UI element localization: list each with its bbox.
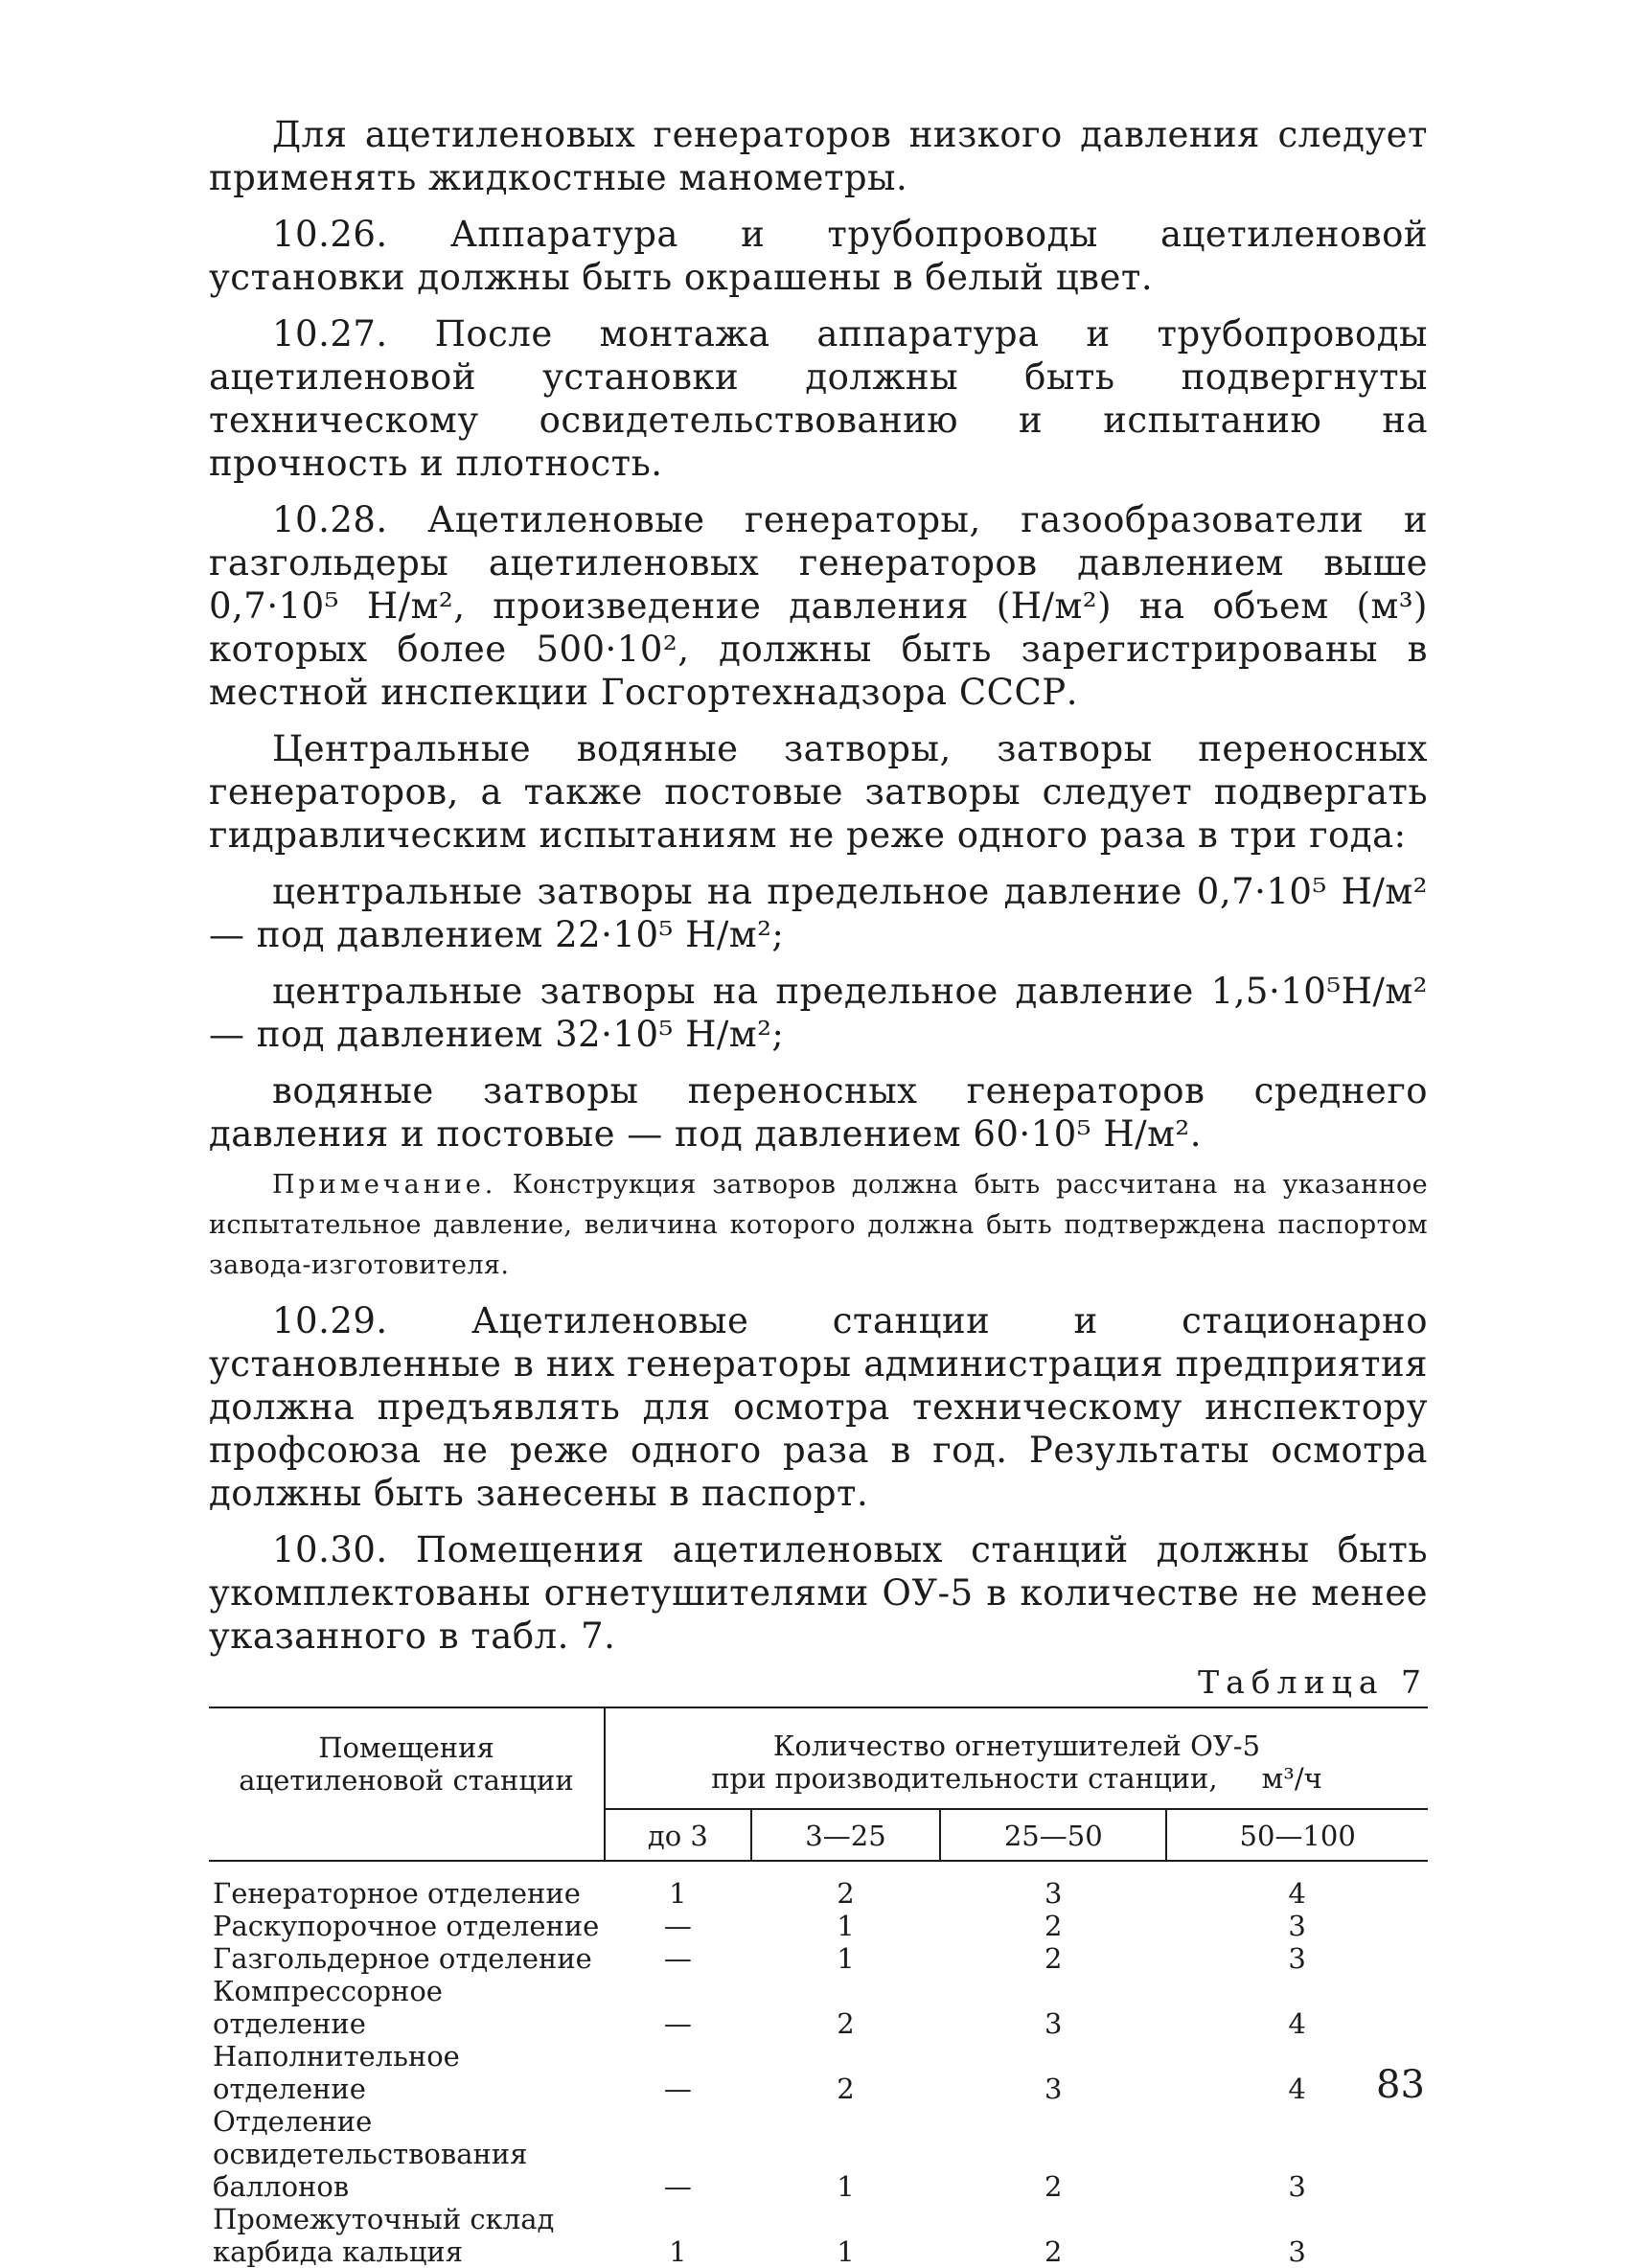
table-row — [209, 2203, 1428, 2268]
table-caption: Таблица 7 — [1198, 1663, 1428, 1701]
value-cell: — — [663, 1910, 692, 1942]
paragraph-water-seals: Центральные водяные затворы, затворы переносных генераторов, а также постовые затворы следует подвергать гидравлическим испытаниям не реже одного раза в три года: — [209, 728, 1428, 856]
value-cell: 2 — [837, 1877, 855, 1910]
header-group-line1: Количество огнетушителей ОУ-5 — [772, 1730, 1261, 1762]
table-header-row — [209, 1707, 1428, 1809]
extinguishers-table — [209, 1707, 1428, 2268]
value-cell: 3 — [1045, 2007, 1063, 2040]
value-cell: 1 — [669, 1877, 687, 1910]
value-cell: — — [663, 2170, 692, 2203]
value-cell: — — [663, 1942, 692, 1975]
value-cell: 4 — [1288, 1877, 1306, 1910]
room-cell: Промежуточный склад карбида кальция — [213, 2203, 555, 2268]
header-group — [605, 1707, 1428, 1809]
paragraph-central-seals-1: центральные затворы на предельное давление 0,7·10⁵ Н/м² — под давлением 22·10⁵ Н/м²; — [209, 871, 1428, 955]
column-header: 25—50 — [940, 1809, 1166, 1861]
value-cell: 2 — [837, 2073, 855, 2105]
note — [209, 1165, 1428, 1286]
table-row — [209, 2040, 1428, 2105]
paragraph-10-28: 10.28. Ацетиленовые генераторы, газообразователи и газгольдеры ацетиленовых генераторов давлением выше 0,7·10⁵ Н/м², произведение давления (Н/м²) на объем (м³) которых более 500·10², должны быть зарегистрированы в местной инспекции Госгортехнадзора СССР. — [209, 499, 1428, 713]
value-cell: 2 — [1045, 1910, 1063, 1942]
value-cell: 1 — [669, 2235, 687, 2268]
value-cell: 1 — [837, 2235, 855, 2268]
room-cell: Раскупорочное отделение — [213, 1910, 600, 1942]
paragraph-portable-seals: водяные затворы переносных генераторов среднего давления и постовые — под давлением 60·10⁵ Н/м². — [209, 1070, 1428, 1155]
value-cell: 1 — [837, 1910, 855, 1942]
table-row — [209, 1910, 1428, 1942]
value-cell: 2 — [1045, 2170, 1063, 2203]
value-cell: 1 — [837, 2170, 855, 2203]
page-content — [209, 113, 1428, 2268]
value-cell: 4 — [1288, 2007, 1306, 2040]
value-cell: 2 — [1045, 1942, 1063, 1975]
header-room: Помещения ацетиленовой станции — [209, 1707, 605, 1861]
value-cell: 3 — [1288, 2235, 1306, 2268]
room-cell: Газгольдерное отделение — [213, 1942, 592, 1975]
header-unit: м³/ч — [1261, 1762, 1322, 1795]
value-cell: 3 — [1288, 1942, 1306, 1975]
value-cell: 2 — [1045, 2235, 1063, 2268]
value-cell: — — [663, 2007, 692, 2040]
header-group-line2: при производительности станции, — [711, 1762, 1218, 1795]
value-cell: 3 — [1288, 1910, 1306, 1942]
value-cell: 2 — [837, 2007, 855, 2040]
value-cell: 1 — [837, 1942, 855, 1975]
value-cell: 3 — [1288, 2170, 1306, 2203]
paragraph-10-26: 10.26. Аппаратура и трубопроводы ацетиленовой установки должны быть окрашены в белый цвет. — [209, 214, 1428, 298]
room-cell: Компрессорное отделение — [213, 1975, 443, 2040]
room-cell: Наполнительное отделение — [213, 2040, 460, 2105]
room-cell: Генераторное отделение — [213, 1877, 581, 1910]
value-cell: 3 — [1045, 1877, 1063, 1910]
paragraph-10-29: 10.29. Ацетиленовые станции и стационарно установленные в них генераторы администрация предприятия должна предъявлять для осмотра техническому инспектору профсоюза не реже одного раза в год. Результаты осмотра должны быть занесены в паспорт. — [209, 1300, 1428, 1514]
table-row — [209, 1975, 1428, 2040]
paragraph-central-seals-2: центральные затворы на предельное давление 1,5·10⁵Н/м² — под давлением 32·10⁵ Н/м²; — [209, 971, 1428, 1055]
value-cell: 3 — [1045, 2073, 1063, 2105]
table-row — [209, 1942, 1428, 1975]
note-label: Примечание. — [272, 1170, 497, 1200]
paragraph-10-27: 10.27. После монтажа аппаратура и трубопроводы ацетиленовой установки должны быть подвергнуты техническому освидетельствованию и испытанию на прочность и плотность. — [209, 313, 1428, 484]
table-row — [209, 1861, 1428, 1910]
room-cell: Отделение освидетельствования баллонов — [213, 2105, 528, 2203]
column-header: до 3 — [605, 1809, 751, 1861]
note-text: Конструкция затворов должна быть рассчитана на указанное испытательное давление, величина которого должна быть подтверждена паспортом завода-изготовителя. — [209, 1170, 1428, 1280]
table-row — [209, 2105, 1428, 2203]
paragraph-10-30: 10.30. Помещения ацетиленовых станций должны быть укомплектованы огнетушителями ОУ-5 в количестве не менее указанного в табл. 7. — [209, 1529, 1428, 1657]
page-number: 83 — [1376, 2063, 1425, 2107]
column-header: 3—25 — [751, 1809, 940, 1861]
column-header: 50—100 — [1166, 1809, 1428, 1861]
value-cell: — — [663, 2073, 692, 2105]
value-cell: 4 — [1288, 2073, 1306, 2105]
paragraph-manometers: Для ацетиленовых генераторов низкого давления следует применять жидкостные манометры. — [209, 114, 1428, 198]
